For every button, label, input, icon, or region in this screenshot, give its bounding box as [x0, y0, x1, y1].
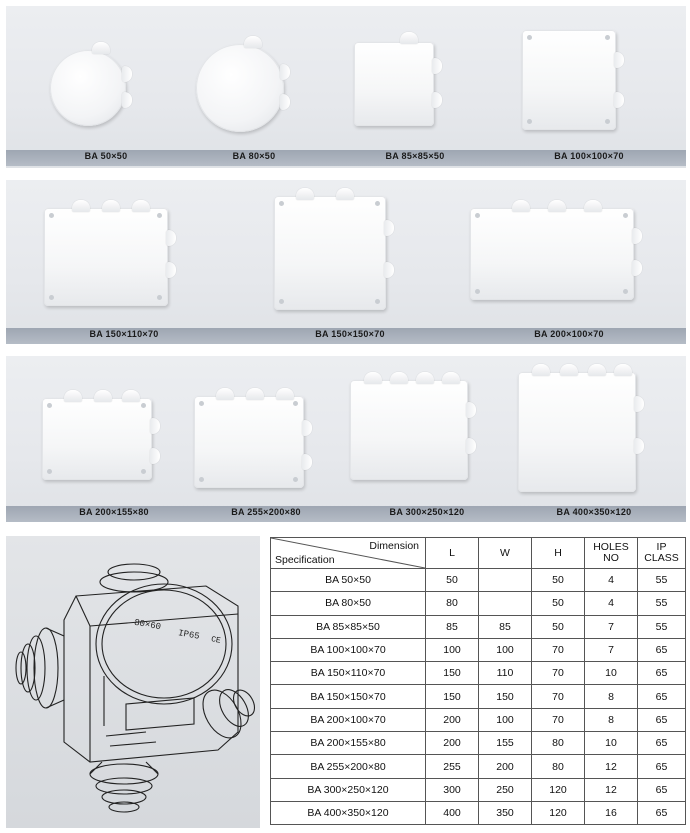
box-knockout: [384, 262, 394, 278]
cell-holes: 10: [585, 662, 638, 685]
lid-screw: [293, 477, 298, 482]
cell-spec: BA 50×50: [271, 569, 426, 592]
cell-h: 70: [532, 685, 585, 708]
table-row: [271, 638, 686, 661]
lid-screw: [279, 201, 284, 206]
lid-screw: [157, 295, 162, 300]
cell-l: 100: [426, 638, 479, 661]
box-knockout: [244, 36, 262, 48]
lid-screw: [141, 403, 146, 408]
cell-ip: 55: [638, 569, 686, 592]
cell-ip: 65: [638, 732, 686, 755]
box-knockout: [336, 188, 354, 200]
lid-screw: [475, 289, 480, 294]
cell-w: 250: [479, 778, 532, 801]
box-knockout: [634, 438, 644, 454]
cell-spec: BA 150×150×70: [271, 685, 426, 708]
box-knockout: [280, 64, 290, 80]
cell-h: 70: [532, 638, 585, 661]
cell-h: 70: [532, 708, 585, 731]
table-row: [271, 592, 686, 615]
cell-holes: 7: [585, 638, 638, 661]
product-label: BA 300×250×120: [389, 507, 465, 517]
box-knockout: [246, 388, 264, 400]
header-specification: Specification: [275, 554, 335, 566]
lid-size-text: 80×60: [133, 617, 162, 633]
cell-holes: 16: [585, 801, 638, 824]
box-knockout: [302, 454, 312, 470]
box-knockout: [92, 42, 110, 54]
label-bar: [6, 506, 686, 522]
table-row: [271, 708, 686, 731]
cell-spec: BA 150×110×70: [271, 662, 426, 685]
table-row: [271, 755, 686, 778]
junction-box-ba80x50: [196, 44, 284, 132]
box-knockout: [588, 364, 606, 376]
box-knockout: [166, 230, 176, 246]
label-bar: [6, 328, 686, 344]
box-knockout: [432, 58, 442, 74]
product-panel-1: [6, 6, 686, 168]
product-label: BA 255×200×80: [231, 507, 301, 517]
cell-w: 110: [479, 662, 532, 685]
header-l: L: [426, 538, 479, 569]
cell-ip: 65: [638, 662, 686, 685]
junction-box-ba85x85x50: [354, 42, 434, 126]
box-knockout: [400, 32, 418, 44]
cell-holes: 8: [585, 708, 638, 731]
lid-screw: [47, 469, 52, 474]
junction-box-ba150x110x70: [44, 208, 168, 306]
table-row: [271, 615, 686, 638]
cell-w: [479, 569, 532, 592]
cell-w: 150: [479, 685, 532, 708]
box-knockout: [280, 94, 290, 110]
product-label: BA 85×85×50: [385, 151, 445, 161]
lid-screw: [527, 35, 532, 40]
box-knockout: [364, 372, 382, 384]
header-specification-dimension: [271, 538, 426, 569]
junction-box-line-drawing: [6, 536, 260, 828]
lid-screw: [623, 289, 628, 294]
box-knockout: [466, 402, 476, 418]
box-knockout: [512, 200, 530, 212]
box-knockout: [614, 92, 624, 108]
table-header-row: [271, 538, 686, 569]
box-knockout: [384, 220, 394, 236]
lid-screw: [605, 35, 610, 40]
lid-screw: [375, 299, 380, 304]
junction-box-ba200x100x70: [470, 208, 634, 300]
cell-l: 85: [426, 615, 479, 638]
junction-box-ba300x250x120: [350, 380, 468, 480]
product-label: BA 150×110×70: [89, 329, 159, 339]
box-knockout: [302, 420, 312, 436]
cell-ip: 65: [638, 638, 686, 661]
header-holes: [585, 538, 638, 569]
cell-l: 200: [426, 708, 479, 731]
lid-screw: [605, 119, 610, 124]
junction-box-ba50x50: [50, 50, 126, 126]
box-knockout: [614, 52, 624, 68]
box-knockout: [72, 200, 90, 212]
box-knockout: [276, 388, 294, 400]
cell-l: 255: [426, 755, 479, 778]
junction-box-ba100x100x70: [522, 30, 616, 130]
header-h: H: [532, 538, 585, 569]
product-label: BA 200×155×80: [79, 507, 149, 517]
product-label: BA 400×350×120: [556, 507, 632, 517]
cell-ip: 65: [638, 801, 686, 824]
cell-h: 80: [532, 732, 585, 755]
table-row: [271, 778, 686, 801]
box-knockout: [466, 438, 476, 454]
cell-holes: 10: [585, 732, 638, 755]
junction-box-ba150x150x70: [274, 196, 386, 310]
cell-holes: 8: [585, 685, 638, 708]
lid-screw: [199, 477, 204, 482]
table-row: [271, 569, 686, 592]
table-row: [271, 662, 686, 685]
box-knockout: [432, 92, 442, 108]
cell-w: 85: [479, 615, 532, 638]
cell-ip: 55: [638, 592, 686, 615]
junction-box-ba255x200x80: [194, 396, 304, 488]
specification-table: [270, 537, 686, 825]
header-w: W: [479, 538, 532, 569]
box-knockout: [132, 200, 150, 212]
cell-w: [479, 592, 532, 615]
product-panel-3: [6, 356, 686, 522]
cell-w: 100: [479, 638, 532, 661]
product-label: BA 80×50: [232, 151, 276, 161]
cell-h: 80: [532, 755, 585, 778]
lid-screw: [475, 213, 480, 218]
box-knockout: [560, 364, 578, 376]
cell-l: 150: [426, 685, 479, 708]
technical-drawing: [6, 536, 260, 828]
table-row: [271, 732, 686, 755]
box-knockout: [632, 260, 642, 276]
cell-l: 80: [426, 592, 479, 615]
cell-holes: 12: [585, 755, 638, 778]
lid-screw: [141, 469, 146, 474]
cell-l: 50: [426, 569, 479, 592]
box-knockout: [64, 390, 82, 402]
box-knockout: [416, 372, 434, 384]
junction-box-ba200x155x80: [42, 398, 152, 480]
cell-spec: BA 300×250×120: [271, 778, 426, 801]
box-knockout: [442, 372, 460, 384]
box-knockout: [166, 262, 176, 278]
cell-ip: 65: [638, 708, 686, 731]
cell-holes: 7: [585, 615, 638, 638]
box-knockout: [632, 228, 642, 244]
cell-spec: BA 100×100×70: [271, 638, 426, 661]
header-holes-label: HOLES NO: [593, 541, 629, 564]
box-knockout: [390, 372, 408, 384]
cell-h: 70: [532, 662, 585, 685]
lid-screw: [623, 213, 628, 218]
cell-w: 100: [479, 708, 532, 731]
cell-l: 200: [426, 732, 479, 755]
box-knockout: [150, 448, 160, 464]
box-knockout: [296, 188, 314, 200]
table-row: [271, 801, 686, 824]
header-dimension: Dimension: [369, 540, 419, 552]
cell-ip: 65: [638, 685, 686, 708]
cell-holes: 12: [585, 778, 638, 801]
header-ip-label: IP CLASS: [644, 541, 679, 564]
box-knockout: [584, 200, 602, 212]
cell-w: 155: [479, 732, 532, 755]
lid-screw: [49, 213, 54, 218]
cell-h: 120: [532, 801, 585, 824]
cell-w: 200: [479, 755, 532, 778]
header-ip: [638, 538, 686, 569]
product-label: BA 200×100×70: [534, 329, 604, 339]
box-knockout: [532, 364, 550, 376]
product-label: BA 50×50: [84, 151, 128, 161]
box-knockout: [122, 390, 140, 402]
lid-screw: [279, 299, 284, 304]
box-knockout: [150, 418, 160, 434]
lid-screw: [49, 295, 54, 300]
cell-ip: 55: [638, 615, 686, 638]
cell-spec: BA 400×350×120: [271, 801, 426, 824]
cell-l: 400: [426, 801, 479, 824]
product-panel-2: [6, 180, 686, 344]
cell-spec: BA 200×100×70: [271, 708, 426, 731]
box-knockout: [614, 364, 632, 376]
lid-rating-text: IP65: [177, 628, 201, 642]
cell-h: 50: [532, 615, 585, 638]
junction-box-ba400x350x120: [518, 372, 636, 492]
cell-l: 300: [426, 778, 479, 801]
label-bar: [6, 150, 686, 166]
cell-h: 120: [532, 778, 585, 801]
box-knockout: [94, 390, 112, 402]
table-row: [271, 685, 686, 708]
box-knockout: [102, 200, 120, 212]
lid-screw: [157, 213, 162, 218]
lid-screw: [293, 401, 298, 406]
lid-screw: [375, 201, 380, 206]
lid-screw: [47, 403, 52, 408]
cell-spec: BA 200×155×80: [271, 732, 426, 755]
cell-w: 350: [479, 801, 532, 824]
box-knockout: [122, 66, 132, 82]
cell-h: 50: [532, 569, 585, 592]
cell-ip: 65: [638, 755, 686, 778]
cell-l: 150: [426, 662, 479, 685]
box-knockout: [122, 92, 132, 108]
box-knockout: [216, 388, 234, 400]
cell-spec: BA 85×85×50: [271, 615, 426, 638]
cell-ip: 65: [638, 778, 686, 801]
product-label: BA 100×100×70: [554, 151, 624, 161]
cell-holes: 4: [585, 592, 638, 615]
box-knockout: [634, 396, 644, 412]
lid-screw: [527, 119, 532, 124]
cell-holes: 4: [585, 569, 638, 592]
cell-spec: BA 80×50: [271, 592, 426, 615]
product-label: BA 150×150×70: [315, 329, 385, 339]
box-knockout: [548, 200, 566, 212]
lid-screw: [199, 401, 204, 406]
cell-spec: BA 255×200×80: [271, 755, 426, 778]
cell-h: 50: [532, 592, 585, 615]
lid-mark-text: CE: [210, 635, 222, 646]
